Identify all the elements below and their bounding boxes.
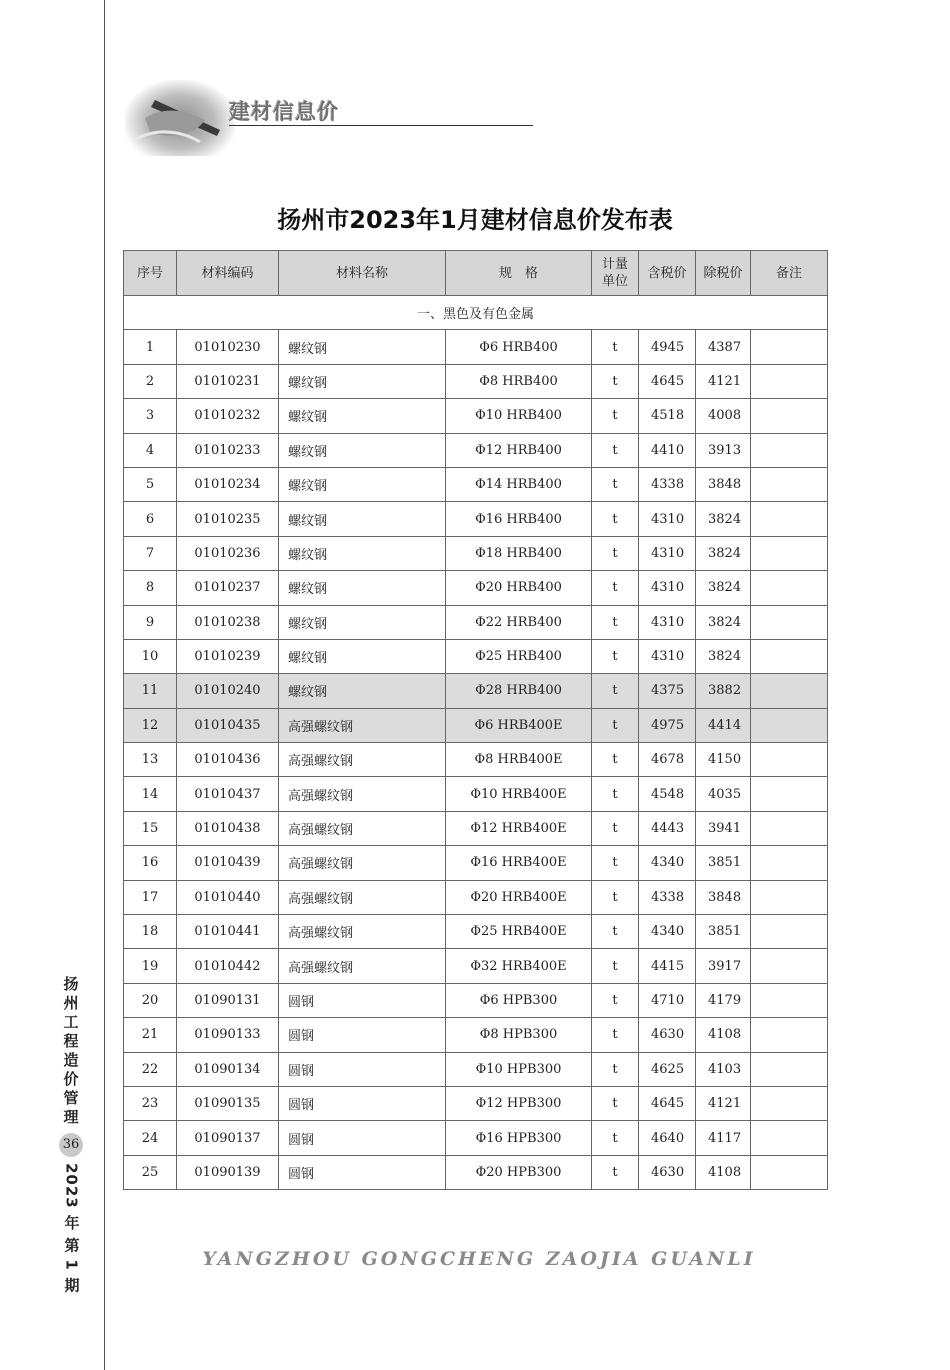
unit-cell: t [592,846,639,880]
row-number-cell: 22 [124,1052,177,1086]
unit-cell: t [592,1086,639,1120]
net-price-cell: 4121 [696,1086,751,1120]
material-name-cell: 圆钢 [279,1121,446,1155]
tax-price-cell: 4625 [639,1052,696,1086]
row-number-cell: 25 [124,1155,177,1189]
net-price-cell: 3824 [696,639,751,673]
table-row [124,433,828,467]
material-code-cell: 01010438 [177,811,279,845]
table-row [124,1052,828,1086]
table-row [124,571,828,605]
row-number-cell: 6 [124,502,177,536]
material-code-cell: 01090131 [177,983,279,1017]
tax-price-cell: 4710 [639,983,696,1017]
material-name-cell: 高强螺纹钢 [279,915,446,949]
tax-price-cell: 4630 [639,1018,696,1052]
section-tag: 建材信息价 [229,100,339,124]
unit-cell: t [592,433,639,467]
tax-price-cell: 4645 [639,364,696,398]
net-price-cell: 4150 [696,743,751,777]
column-header: 备注 [751,251,828,296]
column-header: 规 格 [446,251,592,296]
unit-cell: t [592,364,639,398]
net-price-cell: 3824 [696,502,751,536]
material-code-cell: 01010231 [177,364,279,398]
net-price-cell: 4121 [696,364,751,398]
journal-char: 程 [63,1032,79,1050]
net-price-cell: 3848 [696,467,751,501]
margin-rule [104,0,105,1370]
spec-cell: Φ25 HRB400 [446,639,592,673]
unit-cell: t [592,880,639,914]
spec-cell: Φ14 HRB400 [446,467,592,501]
unit-cell: t [592,708,639,742]
material-name-cell: 高强螺纹钢 [279,949,446,983]
row-number-cell: 5 [124,467,177,501]
spec-cell: Φ8 HPB300 [446,1018,592,1052]
spec-cell: Φ12 HRB400E [446,811,592,845]
row-number-cell: 19 [124,949,177,983]
material-code-cell: 01010232 [177,399,279,433]
table-row [124,1155,828,1189]
spec-cell: Φ20 HRB400 [446,571,592,605]
table-row [124,983,828,1017]
spec-cell: Φ16 HRB400E [446,846,592,880]
table-row [124,743,828,777]
material-name-cell: 螺纹钢 [279,536,446,570]
tax-price-cell: 4548 [639,777,696,811]
page-title: 扬州市2023年1月建材信息价发布表 [277,206,673,234]
table-row [124,1121,828,1155]
spec-cell: Φ10 HPB300 [446,1052,592,1086]
table-row [124,915,828,949]
net-price-cell: 3851 [696,915,751,949]
journal-char: 州 [63,994,79,1012]
note-cell [751,674,828,708]
tax-price-cell: 4310 [639,571,696,605]
material-code-cell: 01010235 [177,502,279,536]
spec-cell: Φ6 HRB400E [446,708,592,742]
spec-cell: Φ6 HPB300 [446,983,592,1017]
material-code-cell: 01090133 [177,1018,279,1052]
journal-char: 管 [63,1089,79,1107]
column-header: 除税价 [696,251,751,296]
material-code-cell: 01090134 [177,1052,279,1086]
unit-cell: t [592,1121,639,1155]
spec-cell: Φ20 HPB300 [446,1155,592,1189]
tax-price-cell: 4975 [639,708,696,742]
table-row [124,605,828,639]
spec-cell: Φ22 HRB400 [446,605,592,639]
note-cell [751,364,828,398]
table-header-row [124,251,828,296]
tax-price-cell: 4310 [639,502,696,536]
row-number-cell: 12 [124,708,177,742]
note-cell [751,915,828,949]
journal-char: 扬 [63,975,79,993]
tax-price-cell: 4310 [639,605,696,639]
journal-char: 工 [63,1013,79,1031]
unit-cell: t [592,536,639,570]
spec-cell: Φ16 HPB300 [446,1121,592,1155]
material-name-cell: 圆钢 [279,1086,446,1120]
unit-cell: t [592,1018,639,1052]
material-name-cell: 螺纹钢 [279,467,446,501]
footer-journal-pinyin: YANGZHOU GONGCHENG ZAOJIA GUANLI [202,1248,756,1270]
spec-cell: Φ12 HPB300 [446,1086,592,1120]
table-row [124,777,828,811]
material-name-cell: 螺纹钢 [279,364,446,398]
net-price-cell: 4387 [696,330,751,364]
row-number-cell: 14 [124,777,177,811]
material-name-cell: 高强螺纹钢 [279,777,446,811]
unit-cell: t [592,605,639,639]
material-name-cell: 螺纹钢 [279,674,446,708]
unit-cell: t [592,949,639,983]
category-cell: 一、黑色及有色金属 [124,296,828,330]
spec-cell: Φ10 HRB400E [446,777,592,811]
note-cell [751,502,828,536]
column-header-unit [592,251,639,296]
net-price-cell: 3824 [696,571,751,605]
table-row [124,467,828,501]
material-name-cell: 螺纹钢 [279,330,446,364]
note-cell [751,605,828,639]
row-number-cell: 1 [124,330,177,364]
column-header: 序号 [124,251,177,296]
tax-price-cell: 4645 [639,1086,696,1120]
unit-cell: t [592,811,639,845]
note-cell [751,1121,828,1155]
net-price-cell: 4103 [696,1052,751,1086]
spec-cell: Φ8 HRB400E [446,743,592,777]
net-price-cell: 3882 [696,674,751,708]
category-row [124,296,828,330]
unit-cell: t [592,1052,639,1086]
material-name-cell: 螺纹钢 [279,399,446,433]
row-number-cell: 23 [124,1086,177,1120]
note-cell [751,708,828,742]
price-table [123,250,828,1190]
unit-cell: t [592,571,639,605]
note-cell [751,1086,828,1120]
tax-price-cell: 4310 [639,536,696,570]
tax-price-cell: 4375 [639,674,696,708]
page-number: 36 [59,1133,83,1157]
material-code-cell: 01010240 [177,674,279,708]
tax-price-cell: 4640 [639,1121,696,1155]
tax-price-cell: 4443 [639,811,696,845]
spec-cell: Φ8 HRB400 [446,364,592,398]
table-row [124,536,828,570]
tax-price-cell: 4340 [639,846,696,880]
table-row [124,639,828,673]
tax-price-cell: 4340 [639,915,696,949]
net-price-cell: 3941 [696,811,751,845]
row-number-cell: 10 [124,639,177,673]
issue-label: 2023 年 第 1 期 [62,1163,81,1294]
table-row [124,502,828,536]
journal-char: 造 [63,1051,79,1069]
material-name-cell: 圆钢 [279,1052,446,1086]
tax-price-cell: 4678 [639,743,696,777]
table-row [124,880,828,914]
note-cell [751,536,828,570]
note-cell [751,777,828,811]
pen-hand-image [125,80,235,156]
material-code-cell: 01090139 [177,1155,279,1189]
tax-price-cell: 4338 [639,880,696,914]
table-row [124,399,828,433]
material-name-cell: 高强螺纹钢 [279,880,446,914]
note-cell [751,639,828,673]
row-number-cell: 9 [124,605,177,639]
material-name-cell: 螺纹钢 [279,571,446,605]
material-name-cell: 高强螺纹钢 [279,846,446,880]
row-number-cell: 21 [124,1018,177,1052]
row-number-cell: 17 [124,880,177,914]
material-code-cell: 01010234 [177,467,279,501]
note-cell [751,571,828,605]
row-number-cell: 4 [124,433,177,467]
row-number-cell: 7 [124,536,177,570]
spec-cell: Φ12 HRB400 [446,433,592,467]
note-cell [751,983,828,1017]
row-number-cell: 20 [124,983,177,1017]
material-name-cell: 高强螺纹钢 [279,743,446,777]
table-row [124,1018,828,1052]
spec-cell: Φ16 HRB400 [446,502,592,536]
material-code-cell: 01010238 [177,605,279,639]
material-code-cell: 01010236 [177,536,279,570]
row-number-cell: 3 [124,399,177,433]
material-name-cell: 螺纹钢 [279,639,446,673]
unit-cell: t [592,1155,639,1189]
tax-price-cell: 4338 [639,467,696,501]
material-code-cell: 01090135 [177,1086,279,1120]
journal-char: 理 [63,1108,79,1126]
material-name-cell: 圆钢 [279,983,446,1017]
note-cell [751,330,828,364]
table-row [124,708,828,742]
unit-cell: t [592,777,639,811]
unit-cell: t [592,399,639,433]
journal-char: 价 [63,1070,79,1088]
material-code-cell: 01010237 [177,571,279,605]
unit-cell: t [592,915,639,949]
spec-cell: Φ32 HRB400E [446,949,592,983]
net-price-cell: 3851 [696,846,751,880]
row-number-cell: 16 [124,846,177,880]
net-price-cell: 4108 [696,1018,751,1052]
table-row [124,330,828,364]
material-code-cell: 01010239 [177,639,279,673]
material-name-cell: 高强螺纹钢 [279,708,446,742]
material-name-cell: 螺纹钢 [279,433,446,467]
row-number-cell: 8 [124,571,177,605]
net-price-cell: 4414 [696,708,751,742]
net-price-cell: 3917 [696,949,751,983]
unit-header-text: 计量 单位 [601,257,628,289]
tax-price-cell: 4518 [639,399,696,433]
table-row [124,674,828,708]
row-number-cell: 11 [124,674,177,708]
material-code-cell: 01010440 [177,880,279,914]
material-code-cell: 01010230 [177,330,279,364]
material-code-cell: 01010435 [177,708,279,742]
row-number-cell: 2 [124,364,177,398]
unit-cell: t [592,330,639,364]
note-cell [751,949,828,983]
material-name-cell: 圆钢 [279,1018,446,1052]
column-header: 材料编码 [177,251,279,296]
table-row [124,949,828,983]
tax-price-cell: 4410 [639,433,696,467]
column-header: 含税价 [639,251,696,296]
net-price-cell: 4008 [696,399,751,433]
material-name-cell: 圆钢 [279,1155,446,1189]
header-rule [229,125,533,126]
unit-cell: t [592,639,639,673]
material-code-cell: 01010442 [177,949,279,983]
side-journal-label [58,975,84,1293]
spec-cell: Φ6 HRB400 [446,330,592,364]
unit-cell: t [592,983,639,1017]
spec-cell: Φ10 HRB400 [446,399,592,433]
material-code-cell: 01010436 [177,743,279,777]
net-price-cell: 4035 [696,777,751,811]
note-cell [751,1155,828,1189]
note-cell [751,880,828,914]
tax-price-cell: 4630 [639,1155,696,1189]
material-code-cell: 01010439 [177,846,279,880]
material-code-cell: 01010233 [177,433,279,467]
row-number-cell: 15 [124,811,177,845]
note-cell [751,433,828,467]
spec-cell: Φ20 HRB400E [446,880,592,914]
pen-icon [125,80,235,156]
table-row [124,364,828,398]
note-cell [751,811,828,845]
unit-cell: t [592,502,639,536]
net-price-cell: 4179 [696,983,751,1017]
spec-cell: Φ18 HRB400 [446,536,592,570]
net-price-cell: 4108 [696,1155,751,1189]
tax-price-cell: 4415 [639,949,696,983]
note-cell [751,743,828,777]
table-row [124,1086,828,1120]
net-price-cell: 3913 [696,433,751,467]
net-price-cell: 3824 [696,536,751,570]
unit-cell: t [592,674,639,708]
material-code-cell: 01010441 [177,915,279,949]
material-name-cell: 高强螺纹钢 [279,811,446,845]
material-name-cell: 螺纹钢 [279,502,446,536]
table-row [124,846,828,880]
note-cell [751,467,828,501]
spec-cell: Φ28 HRB400 [446,674,592,708]
note-cell [751,846,828,880]
note-cell [751,399,828,433]
tax-price-cell: 4310 [639,639,696,673]
net-price-cell: 4117 [696,1121,751,1155]
row-number-cell: 24 [124,1121,177,1155]
spec-cell: Φ25 HRB400E [446,915,592,949]
material-name-cell: 螺纹钢 [279,605,446,639]
material-code-cell: 01090137 [177,1121,279,1155]
row-number-cell: 13 [124,743,177,777]
column-header: 材料名称 [279,251,446,296]
note-cell [751,1052,828,1086]
tax-price-cell: 4945 [639,330,696,364]
row-number-cell: 18 [124,915,177,949]
table-row [124,811,828,845]
material-code-cell: 01010437 [177,777,279,811]
net-price-cell: 3824 [696,605,751,639]
net-price-cell: 3848 [696,880,751,914]
unit-cell: t [592,467,639,501]
note-cell [751,1018,828,1052]
unit-cell: t [592,743,639,777]
